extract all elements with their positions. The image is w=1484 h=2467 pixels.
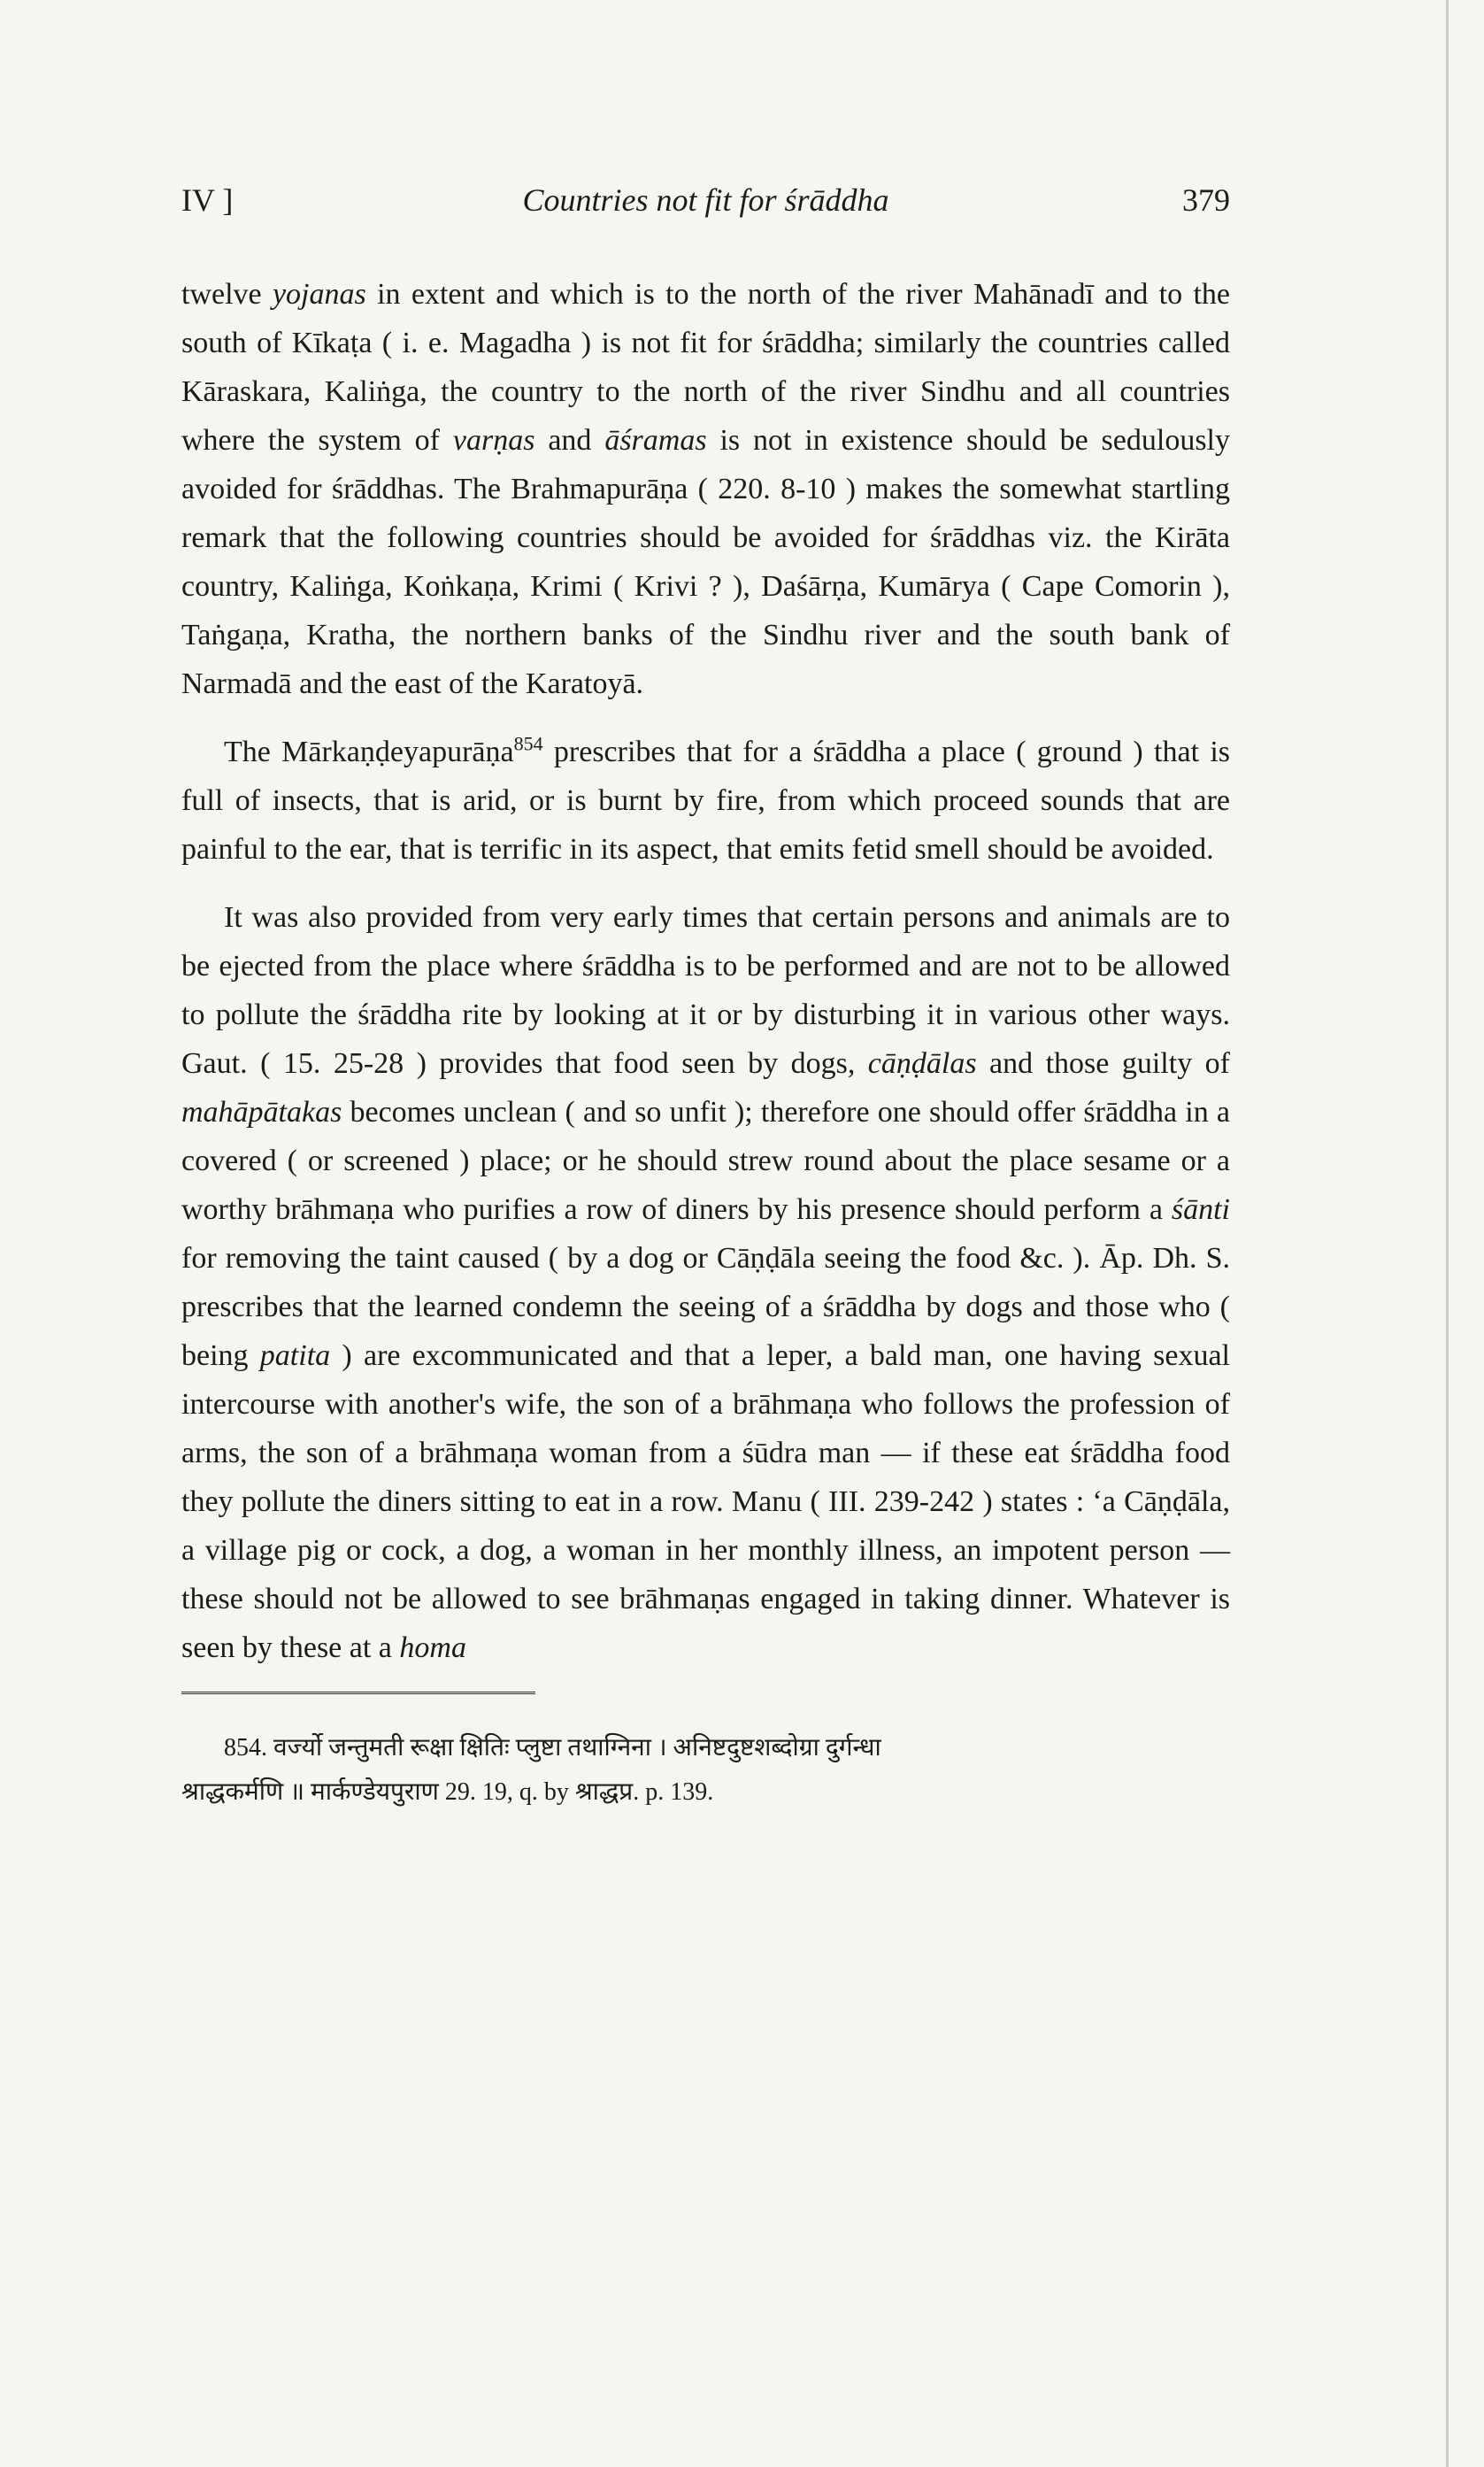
footnote-854 — [181, 1726, 1230, 1815]
text-run: and — [534, 424, 605, 457]
text-run: for removing the taint caused ( by a dog or Cāṇḍāla seeing the food &c. ). Āp. Dh. S. prescribes that the learned condemn the seeing of a śrāddha by dogs and those who ( being — [181, 1242, 1230, 1372]
chapter-marker: IV ] — [181, 182, 234, 218]
italic-term: śānti — [1171, 1193, 1230, 1226]
text-run: It was also provided from very early times that certain persons and animals are to be ejected from the place where śrāddha is to be performed and are not to be allowed to pollute the śrāddha rite by looking at it or by disturbing it in various other ways. Gaut. ( 15. 25-28 ) provides that food seen by dogs, — [181, 901, 1230, 1080]
italic-term: patita — [259, 1339, 331, 1372]
footnote-separator — [181, 1692, 535, 1703]
text-run: is not in existence should be sedulously avoided for śrāddhas. The Brahmapurāṇa ( 220. 8-10 ) makes the somewhat startling remark that the following countries should be avoided for śrāddhas viz. the Kirāta country, Kaliṅga, Koṅkaṇa, Krimi ( Krivi ? ), Daśārṇa, Kumārya ( Cape Comorin ), Taṅgaṇa, Kratha, the northern banks of the Sindhu river and the south bank of Narmadā and the east of the Karatoyā. — [181, 424, 1230, 700]
book-page — [181, 181, 1230, 1815]
text-run: The Mārkaṇḍeyapurāṇa — [224, 736, 514, 768]
footnote-number: 854. — [224, 1734, 267, 1762]
paragraph-1 — [181, 270, 1230, 708]
running-title: Countries not fit for śrāddha — [522, 182, 889, 218]
page-number: 379 — [1182, 182, 1230, 218]
page-body — [181, 270, 1230, 1672]
italic-term: homa — [399, 1631, 466, 1664]
italic-term: āśramas — [604, 424, 707, 457]
italic-term: mahāpātakas — [181, 1096, 342, 1129]
paragraph-2 — [181, 728, 1230, 874]
text-run: and those guilty of — [976, 1047, 1230, 1080]
running-header — [181, 181, 1230, 235]
footnote-line-1 — [224, 1726, 1230, 1770]
italic-term: varṇas — [452, 424, 535, 457]
italic-term: cāṇḍālas — [867, 1047, 977, 1080]
text-run: ) are excommunicated and that a leper, a bald man, one having sexual intercourse with another's wife, the son of a brāhmaṇa who follows the profession of arms, the son of a brāhmaṇa woman from a śūdra man — if these eat śrāddha food they pollute the diners sitting to eat in a row. Manu ( III. 239-242 ) states : ‘a Cāṇḍāla, a village pig or cock, a dog, a woman in her monthly illness, an impotent person — these should not be allowed to see brāhmaṇas engaged in taking dinner. Whatever is seen by these at a — [181, 1339, 1230, 1664]
scan-edge-line — [1446, 0, 1449, 2467]
footnote-text: वर्ज्यो जन्तुमती रूक्षा क्षितिः प्लुष्टा तथाग्निना । अनिष्टदुष्टशब्दोग्रा दुर्गन्धा — [273, 1734, 881, 1762]
text-run: becomes unclean ( and so unfit ); therefore one should offer śrāddha in a covered ( or screened ) place; or he should strew round about the place sesame or a worthy brāhmaṇa who purifies a row of diners by his presence should perform a — [181, 1096, 1230, 1226]
footnote-line-2: श्राद्धकर्मणि ॥ मार्कण्डेयपुराण 29. 19, q. by श्राद्धप्र. p. 139. — [181, 1778, 714, 1806]
text-run: prescribes that for a śrāddha a place ( ground ) that is full of insects, that is arid, or is burnt by fire, from which proceed sounds that are painful to the ear, that is terrific in its aspect, that emits fetid smell should be avoided. — [181, 736, 1231, 866]
text-run: in extent and which is to the north of the river Mahānadī and to the south of Kīkaṭa ( i. e. Magadha ) is not fit for śrāddha; similarly the countries called Kāraskara, Kaliṅga, the country to the north of the river Sindhu and all countries where the system of — [181, 278, 1230, 457]
paragraph-3 — [181, 893, 1230, 1672]
text-run: twelve — [181, 278, 273, 311]
footnote-reference: 854 — [513, 732, 543, 755]
italic-term: yojanas — [272, 278, 366, 311]
